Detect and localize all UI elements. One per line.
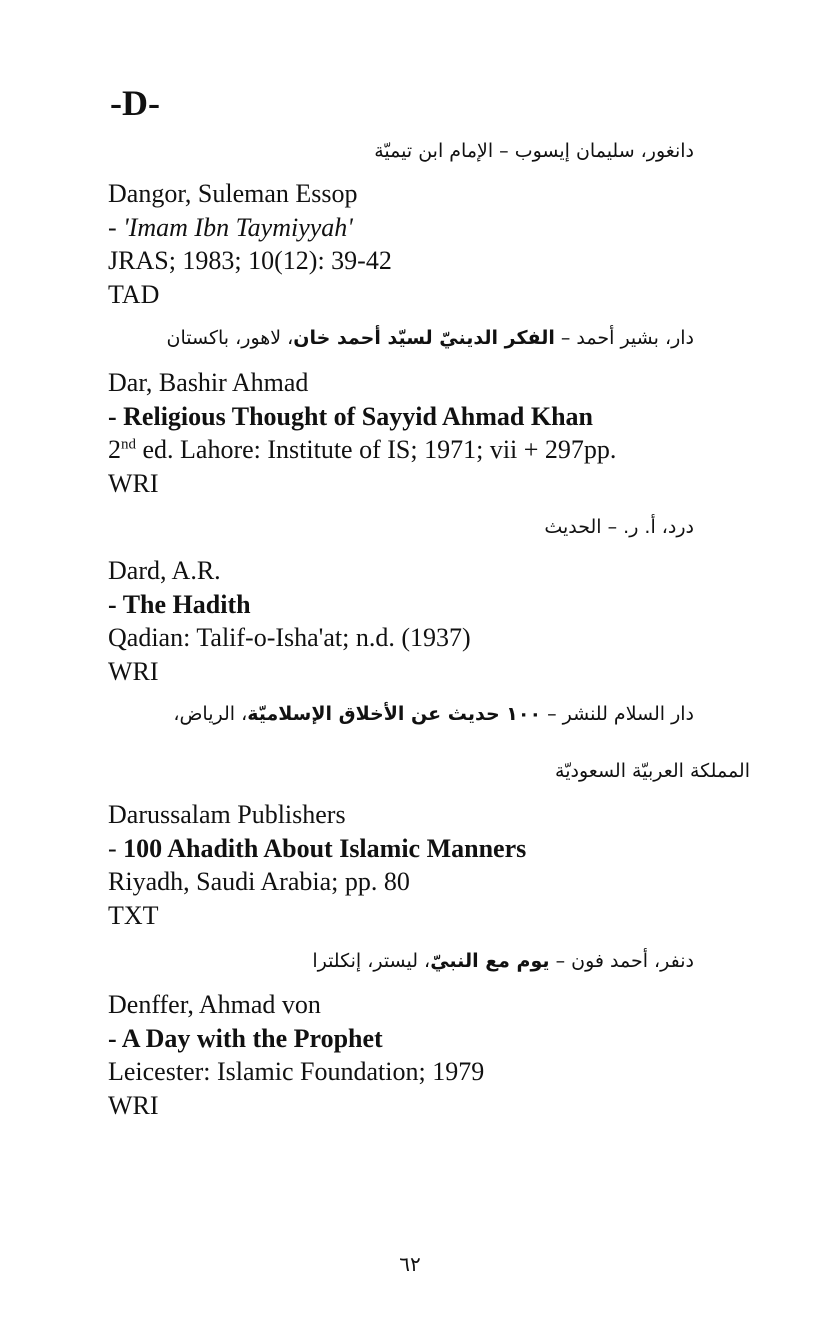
entry-publication: Riyadh, Saudi Arabia; pp. 80 bbox=[108, 867, 410, 896]
entry-code: TXT bbox=[108, 900, 159, 930]
entry-code: WRI bbox=[108, 1090, 159, 1120]
entry-title: - 'Imam Ibn Taymiyyah' bbox=[108, 212, 353, 242]
bibliography-entry-2 bbox=[108, 366, 616, 500]
arabic-citation-1: دانغور، سليمان إيسوب – الإمام ابن تيميّة bbox=[374, 140, 694, 162]
entry-publication: Qadian: Talif-o-Isha'at; n.d. (1937) bbox=[108, 623, 471, 652]
entry-author: Darussalam Publishers bbox=[108, 800, 346, 829]
entry-author: Denffer, Ahmad von bbox=[108, 990, 321, 1019]
entry-author: Dar, Bashir Ahmad bbox=[108, 368, 309, 397]
entry-title: - Religious Thought of Sayyid Ahmad Khan bbox=[108, 401, 593, 431]
page-number: ٦٢ bbox=[399, 1252, 421, 1276]
bibliography-entry-5 bbox=[108, 988, 484, 1122]
entry-title: - A Day with the Prophet bbox=[108, 1023, 383, 1053]
entry-code: WRI bbox=[108, 656, 159, 686]
entry-code: TAD bbox=[108, 279, 160, 309]
arabic-citation-5: دنفر، أحمد فون – يوم مع النبيّ، ليستر، إنكلترا bbox=[312, 950, 694, 972]
entry-title: - 100 Ahadith About Islamic Manners bbox=[108, 833, 527, 863]
bibliography-entry-3 bbox=[108, 554, 471, 688]
arabic-citation-4-line2: المملكة العربيّة السعوديّة bbox=[555, 760, 750, 782]
entry-title: - The Hadith bbox=[108, 589, 251, 619]
entry-author: Dard, A.R. bbox=[108, 556, 221, 585]
entry-code: WRI bbox=[108, 468, 159, 498]
entry-publication: 2nd ed. Lahore: Institute of IS; 1971; vii + 297pp. bbox=[108, 435, 617, 464]
entry-publication: JRAS; 1983; 10(12): 39-42 bbox=[108, 246, 392, 275]
entry-author: Dangor, Suleman Essop bbox=[108, 179, 358, 208]
arabic-citation-2: دار، بشير أحمد – الفكر الدينيّ لسيّد أحمد خان، لاهور، باكستان bbox=[166, 327, 694, 349]
entry-publication: Leicester: Islamic Foundation; 1979 bbox=[108, 1057, 485, 1086]
arabic-citation-3: درد، أ. ر. – الحديث bbox=[544, 516, 694, 538]
section-heading: -D- bbox=[110, 83, 160, 123]
bibliography-entry-4 bbox=[108, 798, 526, 932]
arabic-citation-4: دار السلام للنشر – ١٠٠ حديث عن الأخلاق الإسلاميّة، الرياض، bbox=[173, 703, 694, 725]
bibliography-entry-1 bbox=[108, 177, 392, 311]
